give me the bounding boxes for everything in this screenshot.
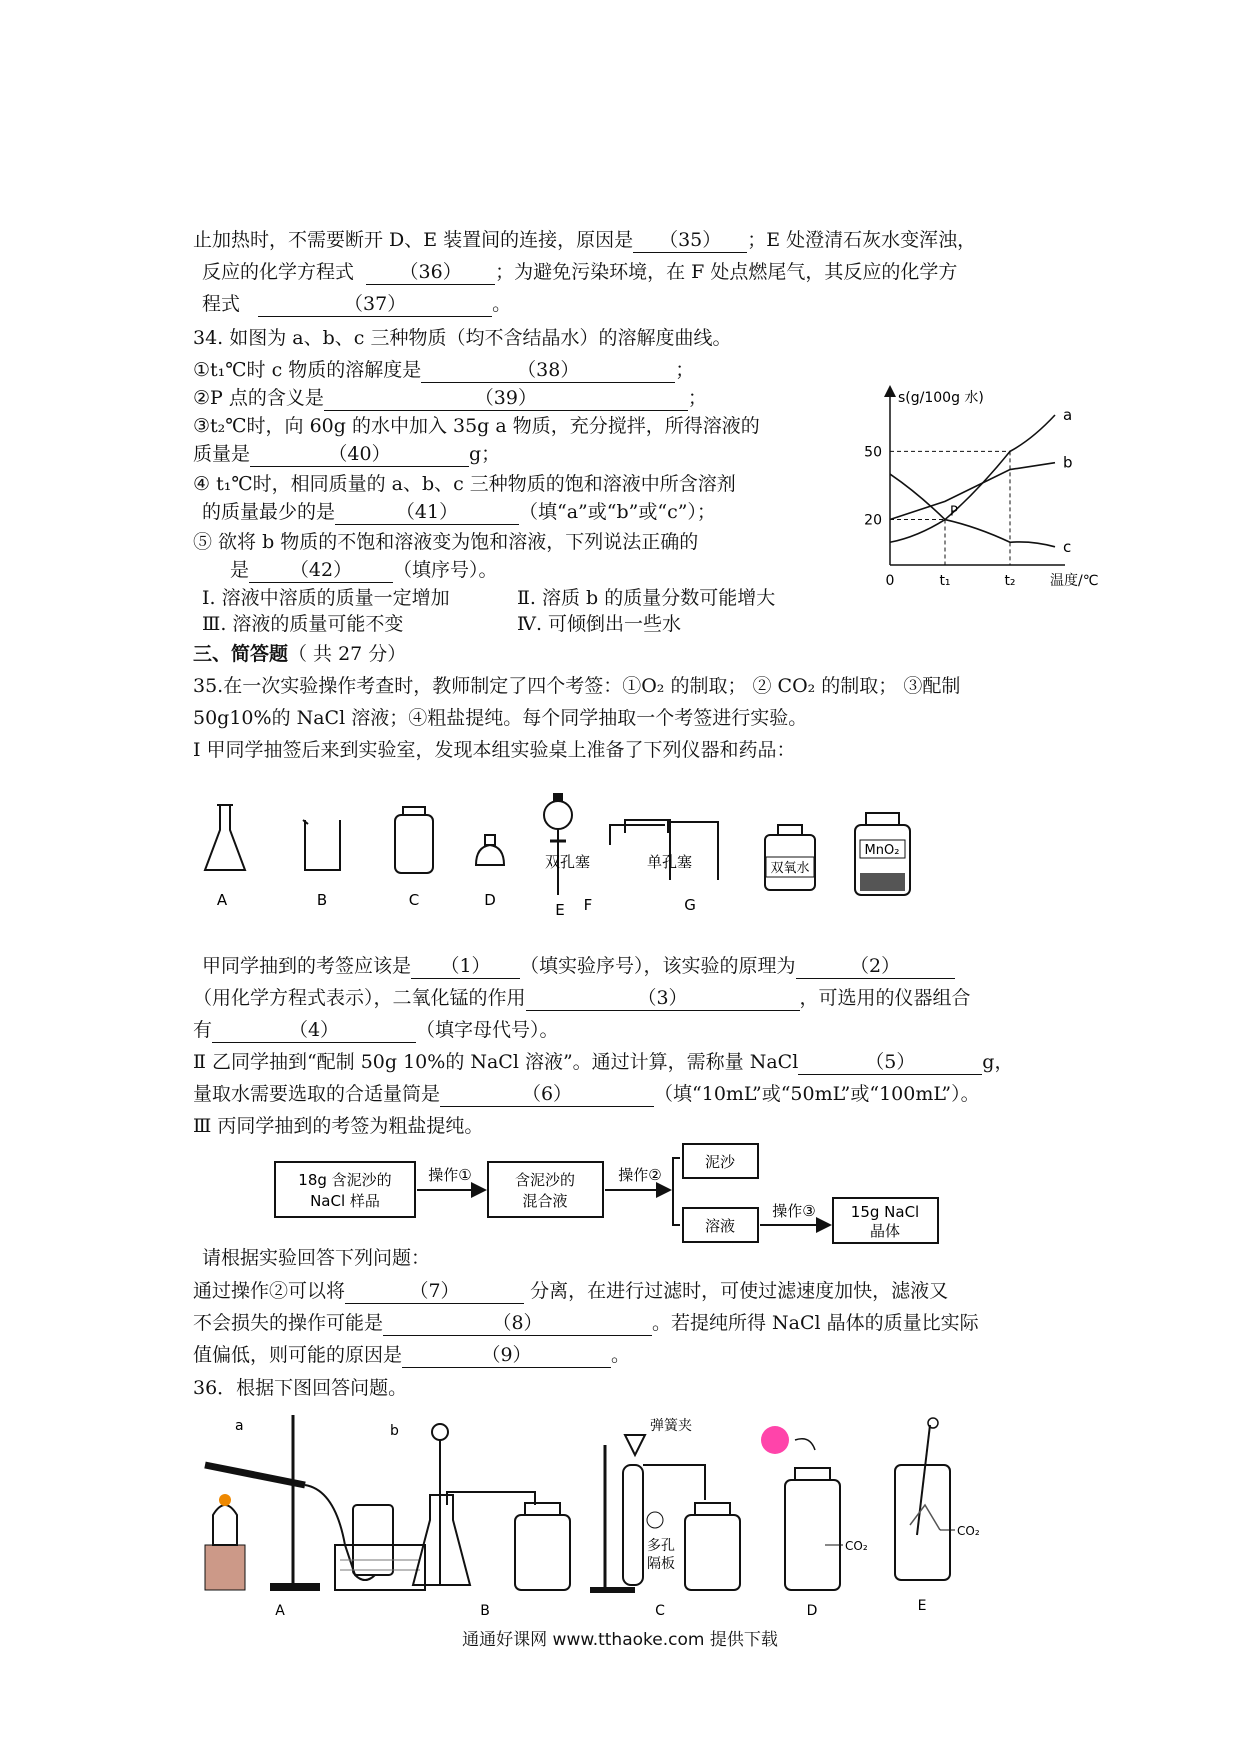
q35-part-1: Ⅰ 甲同学抽签后来到实验室，发现本组实验桌上准备了下列仪器和药品：: [193, 739, 796, 761]
q34-sub-2: ②P 点的含义是 （39） ；: [193, 387, 707, 409]
answer-blank-2[interactable]: （2）: [796, 954, 955, 979]
svg-text:溶液: 溶液: [704, 1217, 736, 1235]
section-3-heading: 三、简答题（ 共 27 分）: [193, 643, 407, 665]
q35-intro-1: 35.在一次实验操作考查时，教师制定了四个考签：①O₂ 的制取； ② CO₂ 的制取； ③配制: [193, 675, 961, 697]
co2-label-e: CO₂: [957, 1524, 980, 1538]
svg-text:含泥沙的: 含泥沙的: [514, 1171, 576, 1189]
h2o2-label: 双氧水: [770, 861, 810, 876]
x-tick-label: 0: [885, 573, 895, 589]
q34-sub-4-cont: 的质量最少的是 （41） （填“a”或“b”或“c”）；: [202, 501, 716, 523]
answer-blank-38[interactable]: （38）: [421, 358, 675, 383]
q36-title: 36．根据下图回答问题。: [193, 1377, 408, 1399]
setup-label-d: D: [806, 1603, 818, 1619]
apparatus-label-c: C: [408, 891, 420, 909]
mno2-label: MnO₂: [864, 843, 900, 858]
setup-label-e: E: [917, 1598, 927, 1614]
setup-label-c: C: [655, 1603, 665, 1619]
q35-question-line-3: 值偏低，则可能的原因是 （9） 。: [193, 1344, 631, 1366]
spring-clip-label: 弹簧夹: [650, 1418, 692, 1434]
q33-line-2: 反应的化学方程式 （36） ；为避免污染环境，在 F 处点燃尾气，其反应的化学方: [202, 261, 958, 283]
svg-text:18g 含泥沙的: 18g 含泥沙的: [298, 1171, 392, 1189]
porous-label: 多孔: [647, 1538, 675, 1554]
series-c-line: [890, 474, 1055, 547]
q33-line-1: 止加热时，不需要断开 D、E 装置间的连接，原因是 （35） ；E 处澄清石灰水变浑浊，: [193, 229, 977, 251]
answer-blank-41[interactable]: （41）: [335, 500, 519, 525]
setup-e-icon: [895, 1418, 980, 1614]
svg-text:NaCl 样品: NaCl 样品: [310, 1192, 380, 1210]
x-tick-label: t₁: [939, 573, 951, 589]
q35-question-line-1: 通过操作②可以将 （7） 分离，在进行过滤时，可使过滤速度加快，滤液又: [193, 1280, 949, 1302]
option-2: Ⅱ. 溶质 b 的质量分数可能增大: [517, 587, 776, 609]
flow-op-2: 操作②: [618, 1166, 662, 1184]
answer-blank-40[interactable]: （40）: [250, 442, 469, 467]
apparatus-g-text: 单孔塞: [647, 853, 693, 871]
answer-blank-39[interactable]: （39）: [324, 386, 688, 411]
q34-title: 34. 如图为 a、b、c 三种物质（均不含结晶水）的溶解度曲线。: [193, 327, 732, 349]
setup-label-a: A: [275, 1603, 285, 1619]
q33-line-3: 程式 （37） 。: [202, 293, 512, 315]
y-tick-label: 20: [864, 512, 882, 529]
footer-source: 通通好课网 www.tthaoke.com 提供下载: [462, 1630, 778, 1650]
mark-a: a: [235, 1418, 244, 1434]
gas-jar-icon: [395, 815, 433, 873]
q34-sub-3-cont: 质量是 （40） g；: [193, 443, 501, 465]
flow-op-3: 操作③: [772, 1202, 816, 1220]
svg-text:晶体: 晶体: [869, 1222, 901, 1240]
salt-purification-flowchart: [270, 1140, 1000, 1245]
option-4: Ⅳ. 可倾倒出一些水: [517, 613, 682, 635]
answer-blank-35[interactable]: （35）: [633, 228, 747, 253]
y-tick-label: 50: [864, 444, 882, 461]
q34-sub-5: ⑤ 欲将 b 物质的不饱和溶液变为饱和溶液，下列说法正确的: [193, 531, 699, 553]
svg-text:15g NaCl: 15g NaCl: [850, 1203, 920, 1221]
answer-blank-5[interactable]: （5）: [798, 1050, 982, 1075]
option-3: Ⅲ. 溶液的质量可能不变: [202, 613, 404, 635]
double-hole-stopper-icon: [610, 820, 670, 880]
beaker-icon: [303, 820, 340, 870]
q36-apparatus-figure: [195, 1405, 1075, 1620]
apparatus-label-a: A: [216, 891, 228, 909]
q34-options-row-1: [202, 586, 776, 610]
setup-a-icon: [205, 1415, 425, 1619]
answer-blank-7[interactable]: （7）: [345, 1279, 524, 1304]
single-hole-stopper-icon: [668, 822, 718, 880]
answer-blank-1[interactable]: （1）: [411, 954, 520, 979]
q35-intro-2: 50g10%的 NaCl 溶液；④粗盐提纯。每个同学抽取一个考签进行实验。: [193, 707, 808, 729]
point-p-label: P: [950, 504, 958, 520]
apparatus-figure: [200, 785, 1020, 920]
apparatus-label-b: B: [316, 891, 328, 909]
svg-text:混合液: 混合液: [522, 1192, 568, 1210]
conical-flask-icon: [205, 805, 245, 870]
svg-text:泥沙: 泥沙: [704, 1153, 736, 1171]
apparatus-f-text: 双孔塞: [545, 853, 591, 871]
q35-part-2-line-1: Ⅱ 乙同学抽到“配制 50g 10%的 NaCl 溶液”。通过计算，需称量 NaCl （5） g，: [193, 1051, 1014, 1073]
apparatus-label-g: G: [684, 896, 696, 914]
q35-answer-line-3: 有 （4） （填字母代号）。: [193, 1019, 559, 1041]
setup-c-icon: [590, 1418, 740, 1619]
apparatus-label-e: E: [555, 901, 565, 919]
q35-questions-intro: 请根据实验回答下列问题：: [202, 1247, 431, 1269]
series-b-line: [890, 463, 1055, 520]
mark-b: b: [390, 1423, 399, 1439]
q35-part-2-line-2: 量取水需要选取的合适量筒是 （6） （填“10mL”或“50mL”或“100mL”）。: [193, 1083, 980, 1105]
q35-part-3: Ⅲ 丙同学抽到的考签为粗盐提纯。: [193, 1115, 484, 1137]
q34-sub-4: ④ t₁℃时，相同质量的 a、b、c 三种物质的饱和溶液中所含溶剂: [193, 473, 736, 495]
series-label-b: b: [1063, 453, 1073, 472]
answer-blank-37[interactable]: （37）: [258, 292, 492, 317]
answer-blank-36[interactable]: （36）: [366, 260, 495, 285]
solubility-chart: [850, 380, 1120, 600]
q34-sub-1: ①t₁℃时 c 物质的溶解度是 （38） ；: [193, 359, 695, 381]
setup-label-b: B: [480, 1603, 490, 1619]
series-label-c: c: [1063, 537, 1072, 556]
answer-blank-8[interactable]: （8）: [383, 1311, 652, 1336]
q35-answer-line-1: 甲同学抽到的考签应该是 （1） （填实验序号），该实验的原理为 （2）: [202, 954, 955, 979]
x-axis-label: 温度/℃: [1050, 573, 1099, 589]
q35-question-line-2: 不会损失的操作可能是 （8） 。若提纯所得 NaCl 晶体的质量比实际: [193, 1312, 979, 1334]
series-a-line: [890, 415, 1055, 542]
series-label-a: a: [1063, 406, 1073, 424]
answer-blank-9[interactable]: （9）: [402, 1343, 611, 1368]
co2-label-d: CO₂: [845, 1539, 868, 1553]
q34-options-row-2: [202, 612, 682, 636]
answer-blank-6[interactable]: （6）: [440, 1082, 654, 1107]
q35-answer-line-2: （用化学方程式表示），二氧化锰的作用 （3） ，可选用的仪器组合: [193, 987, 971, 1009]
apparatus-label-f: F: [583, 896, 593, 914]
separatory-funnel-icon: [544, 801, 572, 829]
option-1: Ⅰ. 溶液中溶质的质量一定增加: [202, 587, 450, 609]
q34-sub-3: ③t₂℃时，向 60g 的水中加入 35g a 物质，充分搅拌，所得溶液的: [193, 415, 760, 437]
y-axis-label: s(g/100g 水): [898, 390, 984, 406]
q34-sub-5-cont: 是 （42） （填序号）。: [230, 559, 498, 581]
answer-blank-42[interactable]: （42）: [249, 558, 393, 583]
setup-d-icon: [761, 1426, 868, 1619]
flow-op-1: 操作①: [428, 1166, 472, 1184]
alcohol-lamp-icon: [476, 845, 504, 865]
answer-blank-4[interactable]: （4）: [212, 1018, 416, 1043]
x-tick-label: t₂: [1004, 573, 1016, 589]
apparatus-label-d: D: [484, 891, 496, 909]
answer-blank-3[interactable]: （3）: [526, 986, 800, 1011]
plate-label: 隔板: [647, 1556, 675, 1572]
